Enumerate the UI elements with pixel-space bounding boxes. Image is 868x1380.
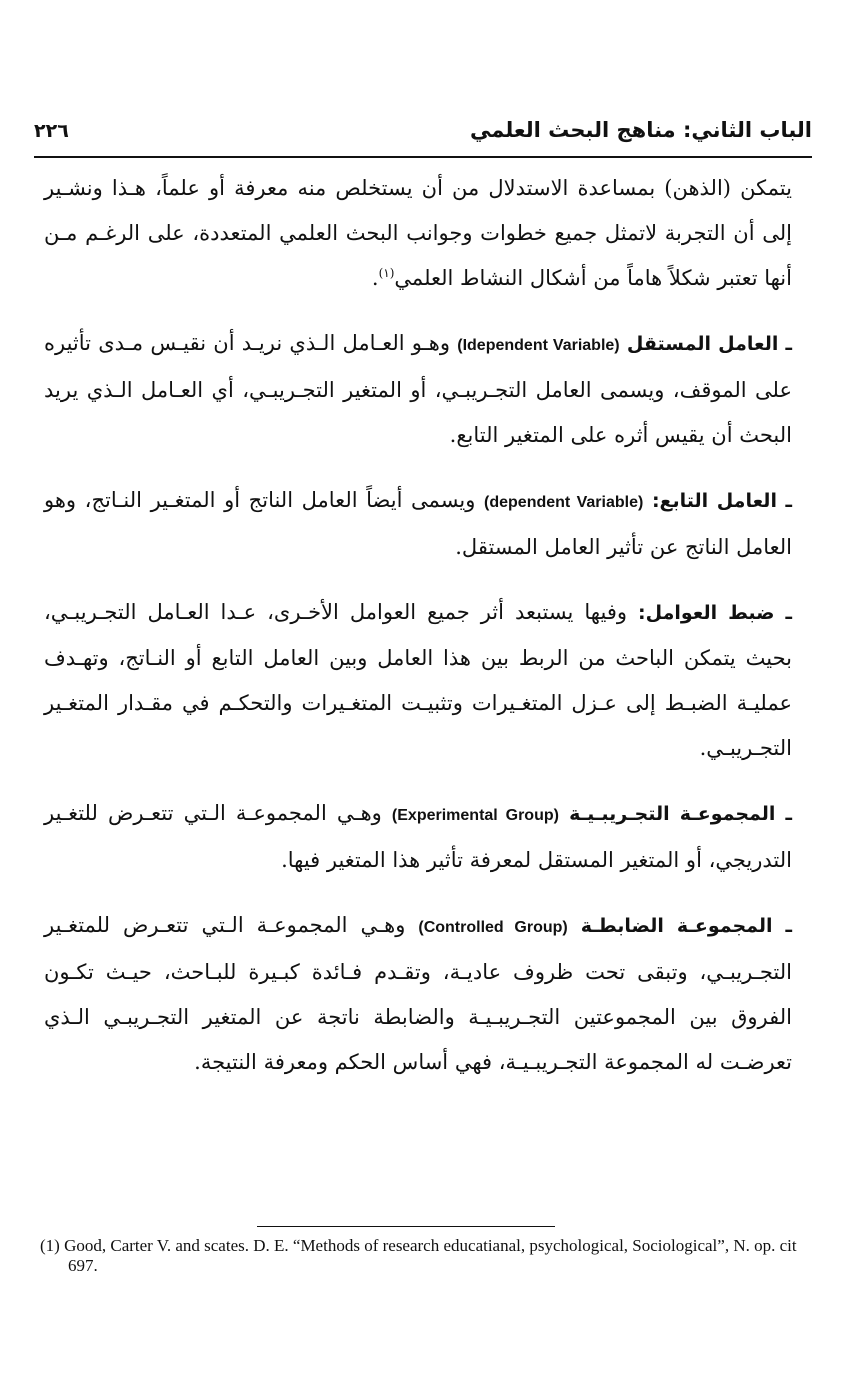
definition-controlled-group: وهـي المجموعـة الـتي تتعـرض للمتغـير التجـريبـي، وتبقى تحت ظروف عاديـة، وتقـدم فـائدة كبـيرة للبـاحث، حيـث تكـون الفروق بين المجموعتين التجـريبـيـة والضابطة ناتجة عن المتغير التجـريبـي الـذي تعرضـت له المجموعة التجـريبـيـة، فهي أساس الحكم ومعرفة النتيجة.	[44, 913, 792, 1074]
chapter-title: الباب الثاني: مناهج البحث العلمي	[470, 118, 812, 142]
term-experimental-group: ـ المجموعـة التجـريبـيـة	[569, 803, 792, 825]
definition-independent: وهـو العـامل الـذي نريـد أن نقيـس مـدى تأثيره على الموقف، ويسمى العامل التجـريبـي، أو المتغير التجـريبـي، أي العـامل الـذي يريد البحث أن يقيس أثره على المتغير التابع.	[44, 331, 792, 447]
body-text	[44, 166, 792, 1105]
paragraph-controlled-group	[44, 903, 792, 1085]
definition-experimental-group: وهـي المجموعـة الـتي تتعـرض للتغـير التدريجي، أو المتغير المستقل لمعرفة تأثير هذا المتغير فيها.	[44, 801, 792, 872]
term-control-factors: ـ ضبط العوامل:	[638, 602, 792, 624]
definition-dependent: ويسمى أيضاً العامل الناتج أو المتغـير النـاتج، وهو العامل الناتج عن تأثير العامل المستقل.	[44, 488, 792, 559]
english-term-independent: (Idependent Variable)	[457, 337, 620, 354]
paragraph-control-factors	[44, 590, 792, 771]
page-header	[34, 112, 812, 158]
term-controlled-group: ـ المجموعـة الضابطـة	[580, 915, 792, 937]
definition-control-factors: وفيها يستبعد أثر جميع العوامل الأخـرى، عـدا العـامل التجـريبـي، بحيث يتمكن الباحث من الربط بين هذا العامل وبين العامل التابع أو النـاتج، وتهـدف عمليـة الضبـط إلى عـزل المتغـيرات وتثبيـت المتغـيرات والتحكـم في مقـدار المتغـير التجـريبـي.	[44, 600, 792, 760]
english-term-dependent: (dependent Variable)	[484, 494, 644, 511]
term-independent-variable: ـ العامل المستقل	[626, 333, 793, 355]
page-number: ٢٢٦	[34, 120, 69, 142]
english-term-controlled: (Controlled Group)	[418, 919, 568, 936]
footnote-divider	[257, 1226, 555, 1227]
english-term-experimental: (Experimental Group)	[391, 807, 559, 824]
paragraph-experimental-group	[44, 791, 792, 883]
footnote-reference[interactable]: (١)	[378, 266, 395, 280]
intro-paragraph	[44, 166, 792, 301]
intro-end: .	[371, 266, 379, 290]
paragraph-independent-variable	[44, 321, 792, 458]
term-dependent-variable: ـ العامل التابع:	[651, 490, 792, 512]
intro-text: يتمكن (الذهن) بمساعدة الاستدلال من أن يستخلص منه معرفة أو علماً، هـذا ونشـير إلى أن التجربة لاتمثل جميع خطوات وجوانب البحث العلمي المتعددة، على الرغـم مـن أنها تعتبر شكلاً هاماً من أشكال النشاط العلمي	[44, 176, 792, 290]
footnote: (1) Good, Carter V. and scates. D. E. “Methods of research educatianal, psychological, Sociological”, N. op. cit 697.	[40, 1236, 797, 1275]
paragraph-dependent-variable	[44, 478, 792, 570]
